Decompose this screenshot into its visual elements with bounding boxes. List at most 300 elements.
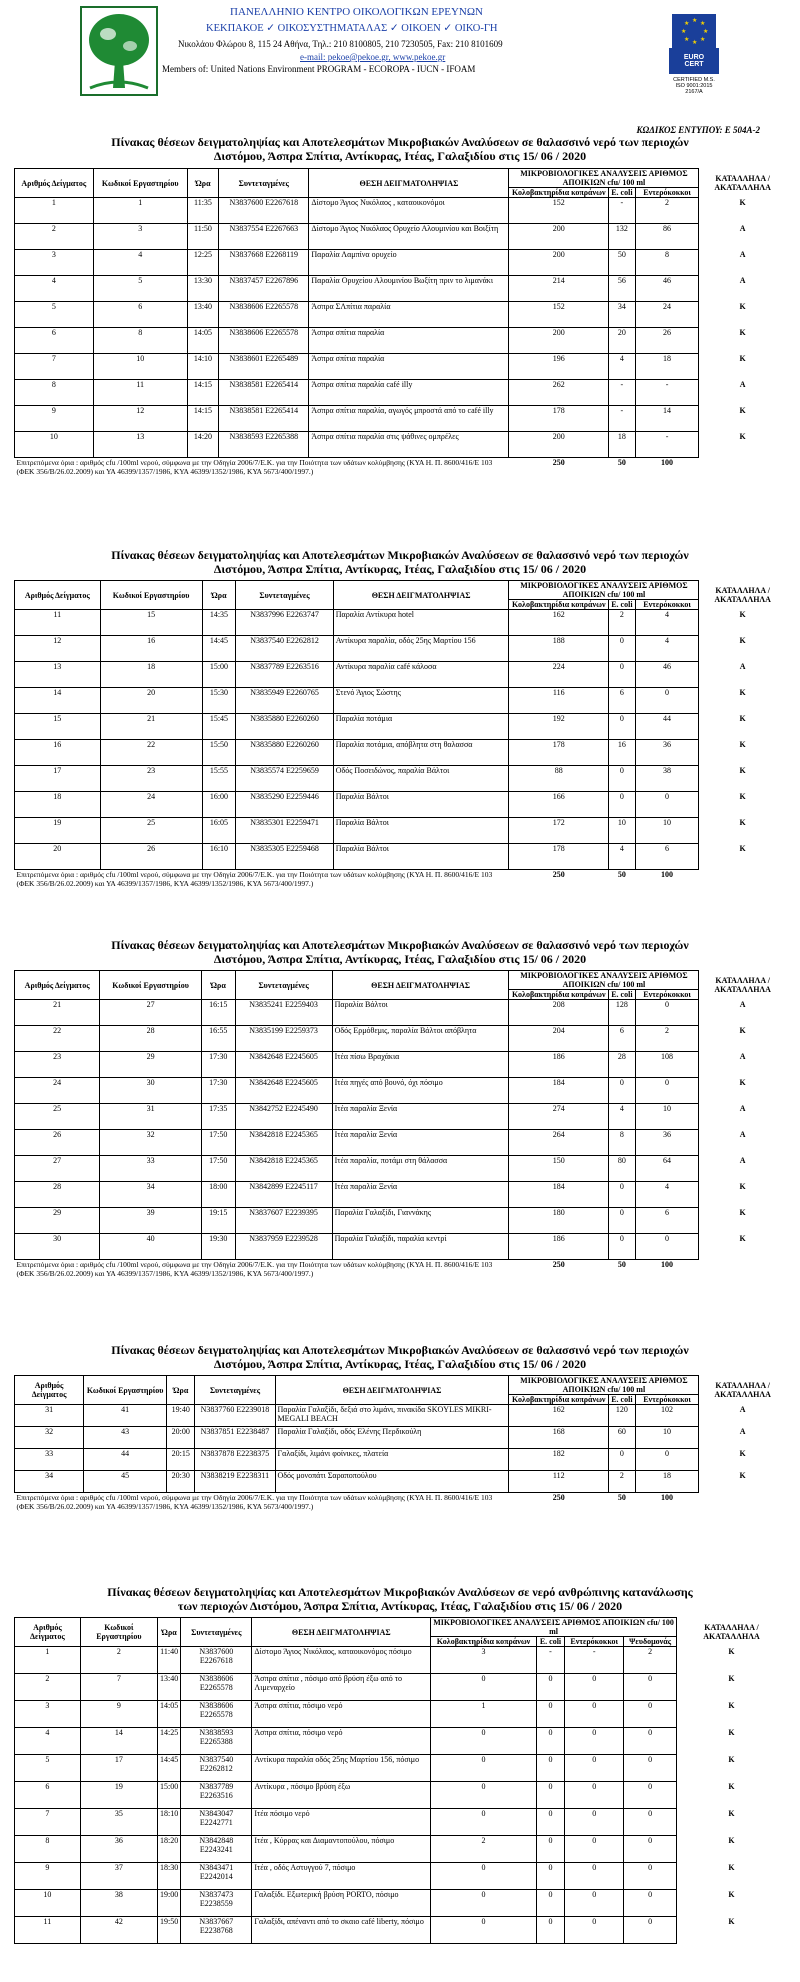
table-row xyxy=(15,354,787,380)
enterococci-value: - xyxy=(565,1647,624,1674)
limits-footnote: Επιτρεπόμενα όρια : αριθμός cfu /100ml νερού, σύμφωνα με την Οδηγία 2006/7/Ε.Κ. για την Ποιότητα των υδάτων κολύμβησης (ΚΥΑ Η. Π. 8600/416/Ε 103 (ΦΕΚ 356/Β/26.02.2009) και ΥΑ 46399/1357/1986, ΚΥΑ 46399/1352/1986, ΚΥΑ 5673/400/1997.) xyxy=(16,870,493,888)
col-header-time: Ώρα xyxy=(187,169,219,198)
enterococci-value: 102 xyxy=(635,1405,699,1427)
section-title xyxy=(0,1585,800,1613)
coordinates: N3837607 E2239395 xyxy=(235,1208,332,1234)
ecoli-value: 28 xyxy=(609,1052,636,1078)
ecoli-value: 2 xyxy=(609,610,636,636)
coliforms-value: 196 xyxy=(509,354,609,380)
suitability: Κ xyxy=(739,713,746,723)
ecoli-value: 0 xyxy=(609,636,636,662)
coliforms-value: 186 xyxy=(509,1234,609,1260)
title-line: Πίνακας θέσεων δειγματοληψίας και Αποτελεσμάτων Μικροβιακών Αναλύσεων σε νερό ανθρώπινης κατανάλωσης xyxy=(107,1585,693,1599)
title-line: Πίνακας θέσεων δειγματοληψίας και Αποτελεσμάτων Μικροβιακών Αναλύσεων σε θαλασσινό νερό των περιοχών xyxy=(111,938,689,952)
drinking-water-table xyxy=(14,1617,786,1944)
time: 19:50 xyxy=(158,1917,181,1944)
coordinates: N3835949 E2260765 xyxy=(236,688,333,714)
suitability: Κ xyxy=(739,1207,746,1217)
ecoli-value: - xyxy=(536,1647,564,1674)
limit-value: 250 xyxy=(552,458,565,467)
enterococci-value: 0 xyxy=(635,1000,699,1026)
enterococci-value: 108 xyxy=(635,1052,699,1078)
col-header-place: ΘΕΣΗ ΔΕΙΓΜΑΤΟΛΗΨΙΑΣ xyxy=(309,169,509,198)
coordinates: N3842818 E2245365 xyxy=(235,1130,332,1156)
lab-code: 4 xyxy=(93,250,187,276)
table-row xyxy=(15,1182,787,1208)
suitability: Κ xyxy=(739,739,746,749)
col-header-suitability: ΚΑΤΑΛΛΗΛΑ / ΑΚΑΤΑΛΛΗΛΑ xyxy=(714,174,771,192)
table-row xyxy=(15,1405,787,1427)
eu-flag-icon: ★ ★ ★ ★ ★ ★ ★ ★ xyxy=(672,14,716,48)
table-row xyxy=(15,1782,787,1809)
suitability: Κ xyxy=(728,1646,735,1656)
ecoli-value: 0 xyxy=(609,1078,636,1104)
org-contact[interactable]: e-mail: pekoe@pekoe.gr, www.pekoe.gr xyxy=(300,52,446,62)
cert-line: 2167/A xyxy=(685,89,703,95)
coliforms-value: 162 xyxy=(509,1405,609,1427)
suitability: Α xyxy=(739,999,746,1009)
enterococci-value: 46 xyxy=(635,662,699,688)
suitability: Κ xyxy=(739,765,746,775)
enterococci-value: 8 xyxy=(635,250,699,276)
lab-code: 43 xyxy=(84,1427,167,1449)
coordinates: N3838581 E2265414 xyxy=(219,406,309,432)
col-header-place: ΘΕΣΗ ΔΕΙΓΜΑΤΟΛΗΨΙΑΣ xyxy=(333,581,509,610)
coliforms-value: 200 xyxy=(509,224,609,250)
table-row xyxy=(15,844,787,870)
col-header-ecoli: E. coli xyxy=(609,990,636,1000)
col-header-coliforms: Κολοβακτηρίδια κοπράνων xyxy=(431,1637,537,1647)
suitability: Κ xyxy=(739,327,746,337)
col-header-suitability: ΚΑΤΑΛΛΗΛΑ / ΑΚΑΤΑΛΛΗΛΑ xyxy=(714,1381,771,1399)
time: 20:00 xyxy=(167,1427,195,1449)
coliforms-value: 0 xyxy=(431,1728,537,1755)
table-row xyxy=(15,1449,787,1471)
location: Αντίκυρα παραλία, οδός 25ης Μαρτίου 156 xyxy=(333,636,509,662)
coordinates: N3835574 E2259659 xyxy=(236,766,333,792)
suitability: Α xyxy=(739,1426,746,1436)
time: 14:45 xyxy=(158,1755,181,1782)
location: Παραλία ποτάμια xyxy=(333,714,509,740)
suitability: Κ xyxy=(728,1889,735,1899)
ecoli-value: 60 xyxy=(608,1427,635,1449)
suitability: Κ xyxy=(728,1673,735,1683)
time: 12:25 xyxy=(187,250,219,276)
pseudomonas-value: 0 xyxy=(624,1890,677,1917)
coordinates: N3838606 E2265578 xyxy=(181,1674,252,1701)
col-header-time: Ώρα xyxy=(167,1376,195,1405)
col-header-micro: ΜΙΚΡΟΒΙΟΛΟΓΙΚΕΣ ΑΝΑΛΥΣΕΙΣ ΑΡΙΘΜΟΣ ΑΠΟΙΚΙΩΝ cfu/ 100 ml xyxy=(509,1376,699,1395)
coliforms-value: 162 xyxy=(509,610,609,636)
location: Ιτέα πίσω Βραχάκια xyxy=(332,1052,509,1078)
enterococci-value: 14 xyxy=(635,406,699,432)
location: Άσπρα σπίτια , πόσιμο από βρύση έξω από το Λιμεναρχείο xyxy=(252,1674,431,1701)
sample-number: 32 xyxy=(15,1427,84,1449)
suitability: Κ xyxy=(739,1233,746,1243)
col-header-lab: Κωδικοί Εργαστηρίου xyxy=(100,581,202,610)
suitability: Κ xyxy=(739,843,746,853)
enterococci-value: 6 xyxy=(635,1208,699,1234)
suitability: Κ xyxy=(739,1025,746,1035)
sample-number: 6 xyxy=(15,328,94,354)
limits-footnote: Επιτρεπόμενα όρια : αριθμός cfu /100ml νερού, σύμφωνα με την Οδηγία 2006/7/Ε.Κ. για την Ποιότητα των υδάτων κολύμβησης (ΚΥΑ Η. Π. 8600/416/Ε 103 (ΦΕΚ 356/Β/26.02.2009) και ΥΑ 46399/1357/1986, ΚΥΑ 46399/1352/1986, ΚΥΑ 5673/400/1997.) xyxy=(16,1493,493,1511)
suitability: Α xyxy=(739,249,746,259)
ecoli-value: 128 xyxy=(609,1000,636,1026)
ecoli-value: 132 xyxy=(609,224,636,250)
sample-number: 5 xyxy=(15,302,94,328)
sample-number: 9 xyxy=(15,1863,81,1890)
title-line: Διστόμου, Άσπρα Σπίτια, Αντίκυρας, Ιτέας, Γαλαξιδίου στις 15/ 06 / 2020 xyxy=(213,952,587,966)
lab-code: 29 xyxy=(100,1052,202,1078)
location: Δίστομο Άγιος Νικόλαος Ορυχείο Αλουμινίου και Βοιξίτη xyxy=(309,224,509,250)
suitability: Α xyxy=(739,1129,746,1139)
title-line: των περιοχών Διστόμου, Άσπρα Σπίτια, Αντίκυρας, Ιτέας, Γαλαξιδίου στις 15/ 06 / 2020 xyxy=(177,1599,623,1613)
results-table xyxy=(14,168,786,476)
sample-number: 22 xyxy=(15,1026,100,1052)
coliforms-value: 214 xyxy=(509,276,609,302)
limit-value: 100 xyxy=(661,1260,674,1269)
ecoli-value: 8 xyxy=(609,1130,636,1156)
coliforms-value: 274 xyxy=(509,1104,609,1130)
enterococci-value: 44 xyxy=(635,714,699,740)
location: Οδός μονοπάτι Σαραποπούλου xyxy=(275,1471,509,1493)
limit-value: 50 xyxy=(617,458,626,467)
lab-code: 35 xyxy=(80,1809,157,1836)
time: 14:25 xyxy=(158,1728,181,1755)
enterococci-value: 2 xyxy=(635,1026,699,1052)
coordinates: N3837996 E2263747 xyxy=(236,610,333,636)
coliforms-value: 0 xyxy=(431,1809,537,1836)
lab-code: 24 xyxy=(100,792,202,818)
col-header-micro: ΜΙΚΡΟΒΙΟΛΟΓΙΚΕΣ ΑΝΑΛΥΣΕΙΣ ΑΡΙΘΜΟΣ ΑΠΟΙΚΙΩΝ cfu/ 100 ml xyxy=(509,581,699,600)
col-header-place: ΘΕΣΗ ΔΕΙΓΜΑΤΟΛΗΨΙΑΣ xyxy=(252,1618,431,1647)
suitability: Α xyxy=(739,379,746,389)
suitability: Κ xyxy=(739,353,746,363)
time: 17:50 xyxy=(201,1156,235,1182)
time: 11:40 xyxy=(158,1647,181,1674)
location: Άσπρα σπίτια παραλία xyxy=(309,328,509,354)
col-header-time: Ώρα xyxy=(202,581,236,610)
table-row xyxy=(15,1728,787,1755)
coliforms-value: 178 xyxy=(509,844,609,870)
suitability: Κ xyxy=(739,197,746,207)
lab-code: 45 xyxy=(84,1471,167,1493)
ecoli-value: 0 xyxy=(609,662,636,688)
coordinates: N3842818 E2245365 xyxy=(235,1156,332,1182)
enterococci-value: 10 xyxy=(635,1427,699,1449)
table-row xyxy=(15,1427,787,1449)
sample-number: 31 xyxy=(15,1405,84,1427)
sample-number: 24 xyxy=(15,1078,100,1104)
lab-code: 41 xyxy=(84,1405,167,1427)
table-row xyxy=(15,1809,787,1836)
time: 19:00 xyxy=(158,1890,181,1917)
time: 15:00 xyxy=(158,1782,181,1809)
ecoli-value: 10 xyxy=(609,818,636,844)
lab-code: 7 xyxy=(80,1674,157,1701)
lab-code: 17 xyxy=(80,1755,157,1782)
coliforms-value: 0 xyxy=(431,1917,537,1944)
sample-number: 16 xyxy=(15,740,101,766)
ecoli-value: 2 xyxy=(608,1471,635,1493)
time: 19:40 xyxy=(167,1405,195,1427)
col-header-lab: Κωδικοί Εργαστηρίου xyxy=(93,169,187,198)
pseudomonas-value: 0 xyxy=(624,1782,677,1809)
suitability: Κ xyxy=(739,431,746,441)
limit-value: 250 xyxy=(552,1260,565,1269)
sample-number: 3 xyxy=(15,1701,81,1728)
sample-number: 28 xyxy=(15,1182,100,1208)
sample-number: 1 xyxy=(15,1647,81,1674)
title-line: Διστόμου, Άσπρα Σπίτια, Αντίκυρας, Ιτέας, Γαλαξιδίου στις 15/ 06 / 2020 xyxy=(213,1357,587,1371)
coordinates: N3838593 E2265388 xyxy=(181,1728,252,1755)
coliforms-value: 116 xyxy=(509,688,609,714)
lab-code: 34 xyxy=(100,1182,202,1208)
col-header-ecoli: E. coli xyxy=(536,1637,564,1647)
lab-code: 16 xyxy=(100,636,202,662)
coliforms-value: 150 xyxy=(509,1156,609,1182)
location: Ιτέα παραλία, ποτάμι στη θάλασσα xyxy=(332,1156,509,1182)
ecoli-value: 20 xyxy=(609,328,636,354)
enterococci-value: 0 xyxy=(565,1809,624,1836)
ecoli-value: 0 xyxy=(536,1836,564,1863)
results-table xyxy=(14,1375,786,1511)
title-line: Πίνακας θέσεων δειγματοληψίας και Αποτελεσμάτων Μικροβιακών Αναλύσεων σε θαλασσινό νερό των περιοχών xyxy=(111,1343,689,1357)
lab-code: 3 xyxy=(93,224,187,250)
location: Παραλία Γαλαξίδι, Γιαννάκης xyxy=(332,1208,509,1234)
limits-footnote: Επιτρεπόμενα όρια : αριθμός cfu /100ml νερού, σύμφωνα με την Οδηγία 2006/7/Ε.Κ. για την Ποιότητα των υδάτων κολύμβησης (ΚΥΑ Η. Π. 8600/416/Ε 103 (ΦΕΚ 356/Β/26.02.2009) και ΥΑ 46399/1357/1986, ΚΥΑ 46399/1352/1986, ΚΥΑ 5673/400/1997.) xyxy=(16,1260,493,1278)
sample-number: 25 xyxy=(15,1104,100,1130)
title-line: Διστόμου, Άσπρα Σπίτια, Αντίκυρας, Ιτέας, Γαλαξιδίου στις 15/ 06 / 2020 xyxy=(213,562,587,576)
ecoli-value: 16 xyxy=(609,740,636,766)
sample-number: 7 xyxy=(15,354,94,380)
location: Άσπρα σπίτια παραλία café illy xyxy=(309,380,509,406)
location: Ιτέα παραλία Ξενία xyxy=(332,1130,509,1156)
sample-number: 23 xyxy=(15,1052,100,1078)
enterococci-value: 0 xyxy=(565,1674,624,1701)
time: 11:50 xyxy=(187,224,219,250)
col-header-ecoli: E. coli xyxy=(609,188,636,198)
org-address: Νικολάου Φλώρου 8, 115 24 Αθήνα, Τηλ.: 210 8100805, 210 7230505, Fax: 210 8101609 xyxy=(178,39,503,49)
table-row xyxy=(15,1701,787,1728)
coordinates: N3837554 E2267663 xyxy=(219,224,309,250)
coliforms-value: 0 xyxy=(431,1782,537,1809)
time: 14:35 xyxy=(202,610,236,636)
location: Ιτέα , Κύρρας και Διαμαντοπούλου, πόσιμο xyxy=(252,1836,431,1863)
time: 13:40 xyxy=(158,1674,181,1701)
location: Άσπρα σπίτια, πόσιμο νερό xyxy=(252,1701,431,1728)
location: Παραλία Βάλτοι xyxy=(333,818,509,844)
col-header-sample: Αριθμός Δείγματος xyxy=(15,169,94,198)
time: 16:10 xyxy=(202,844,236,870)
lab-code: 36 xyxy=(80,1836,157,1863)
lab-code: 18 xyxy=(100,662,202,688)
location: Γαλαξίδι, λιμάνι φοίνικες, πλατεία xyxy=(275,1449,509,1471)
coordinates: N3837540 E2262812 xyxy=(181,1755,252,1782)
enterococci-value: 4 xyxy=(635,610,699,636)
sample-number: 7 xyxy=(15,1809,81,1836)
table-row xyxy=(15,302,787,328)
location: Ιτέα πόσιμο νερό xyxy=(252,1809,431,1836)
lab-code: 42 xyxy=(80,1917,157,1944)
cert-label-mid: CERT xyxy=(684,61,704,68)
lab-code: 39 xyxy=(100,1208,202,1234)
sample-number: 12 xyxy=(15,636,101,662)
col-header-time: Ώρα xyxy=(158,1618,181,1647)
coordinates: N3843047 E2242771 xyxy=(181,1809,252,1836)
coordinates: N3835301 E2259471 xyxy=(236,818,333,844)
time: 19:30 xyxy=(201,1234,235,1260)
location: Άσπρα σπίτια, πόσιμο νερό xyxy=(252,1728,431,1755)
location: Παραλία Βάλτοι xyxy=(333,792,509,818)
ecoli-value: 0 xyxy=(536,1890,564,1917)
lab-code: 30 xyxy=(100,1078,202,1104)
suitability: Κ xyxy=(739,1181,746,1191)
coordinates: N3838606 E2265578 xyxy=(181,1701,252,1728)
location: Παραλία Αντίκυρα hotel xyxy=(333,610,509,636)
time: 17:35 xyxy=(201,1104,235,1130)
ecoli-value: - xyxy=(609,406,636,432)
pseudomonas-value: 0 xyxy=(624,1701,677,1728)
location: Δίστομο Άγιος Νικόλαος , καταοικονόμοι xyxy=(309,198,509,224)
suitability: Κ xyxy=(739,1470,746,1480)
time: 17:30 xyxy=(201,1078,235,1104)
table-row xyxy=(15,1000,787,1026)
limit-value: 100 xyxy=(661,458,674,467)
coordinates: N3835290 E2259446 xyxy=(236,792,333,818)
col-header-enterococci: Εντερόκοκκοι xyxy=(565,1637,624,1647)
time: 14:15 xyxy=(187,406,219,432)
sample-number: 10 xyxy=(15,432,94,458)
col-header-coliforms: Κολοβακτηρίδια κοπράνων xyxy=(509,188,609,198)
suitability: Α xyxy=(739,1103,746,1113)
col-header-place: ΘΕΣΗ ΔΕΙΓΜΑΤΟΛΗΨΙΑΣ xyxy=(332,971,509,1000)
coordinates: N3838219 E2238311 xyxy=(195,1471,275,1493)
location: Αντίκυρα παραλία οδός 25ης Μαρτίου 156, πόσιμο xyxy=(252,1755,431,1782)
lab-code: 8 xyxy=(93,328,187,354)
time: 18:10 xyxy=(158,1809,181,1836)
coliforms-value: 184 xyxy=(509,1182,609,1208)
table-row xyxy=(15,1836,787,1863)
col-header-pseudomonas: Ψευδομονάς xyxy=(624,1637,677,1647)
time: 14:20 xyxy=(187,432,219,458)
sample-number: 8 xyxy=(15,1836,81,1863)
ecoli-value: 0 xyxy=(536,1809,564,1836)
pseudomonas-value: 0 xyxy=(624,1917,677,1944)
section-title xyxy=(0,1343,800,1371)
coordinates: N3837600 E2267618 xyxy=(181,1647,252,1674)
lab-code: 11 xyxy=(93,380,187,406)
table-row xyxy=(15,818,787,844)
col-header-enterococci: Εντερόκοκκοι xyxy=(635,1395,699,1405)
title-line: Διστόμου, Άσπρα Σπίτια, Αντίκυρας, Ιτέας, Γαλαξιδίου στις 15/ 06 / 2020 xyxy=(213,149,587,163)
location: Γαλαξίδι, απέναντι από το σκαιο café liberty, πόσιμο xyxy=(252,1917,431,1944)
ecoli-value: 0 xyxy=(536,1917,564,1944)
location: Άσπρα ΣΛπίτια παραλία xyxy=(309,302,509,328)
coordinates: N3837959 E2239528 xyxy=(235,1234,332,1260)
table-row xyxy=(15,1674,787,1701)
time: 14:15 xyxy=(187,380,219,406)
ecoli-value: 0 xyxy=(609,1234,636,1260)
time: 19:15 xyxy=(201,1208,235,1234)
table-row xyxy=(15,1208,787,1234)
time: 15:45 xyxy=(202,714,236,740)
coordinates: N3843471 E2242014 xyxy=(181,1863,252,1890)
suitability: Κ xyxy=(728,1754,735,1764)
coliforms-value: 3 xyxy=(431,1647,537,1674)
coliforms-value: 208 xyxy=(509,1000,609,1026)
coordinates: N3835880 E2260260 xyxy=(236,740,333,766)
col-header-sample: Αριθμός Δείγματος xyxy=(15,1618,81,1647)
time: 20:15 xyxy=(167,1449,195,1471)
enterococci-value: 38 xyxy=(635,766,699,792)
table-row xyxy=(15,1917,787,1944)
table-row xyxy=(15,328,787,354)
time: 14:05 xyxy=(158,1701,181,1728)
ecoli-value: 120 xyxy=(608,1405,635,1427)
coliforms-value: 200 xyxy=(509,250,609,276)
coordinates: N3842899 E2245117 xyxy=(235,1182,332,1208)
coliforms-value: 182 xyxy=(509,1449,609,1471)
enterococci-value: 6 xyxy=(635,844,699,870)
coordinates: N3838606 E2265578 xyxy=(219,328,309,354)
col-header-sample: Αριθμός Δείγματος xyxy=(15,1376,84,1405)
time: 15:50 xyxy=(202,740,236,766)
enterococci-value: 18 xyxy=(635,354,699,380)
lab-code: 26 xyxy=(100,844,202,870)
table-row xyxy=(15,1755,787,1782)
location: Παραλία Ορυχείου Αλουμινίου Βωξίτη πριν το λιμανάκι xyxy=(309,276,509,302)
ecoli-value: 0 xyxy=(609,766,636,792)
suitability: Α xyxy=(739,1404,746,1414)
coordinates: N3837789 E2263516 xyxy=(181,1782,252,1809)
coliforms-value: 204 xyxy=(509,1026,609,1052)
coordinates: N3837851 E2238487 xyxy=(195,1427,275,1449)
coordinates: N3837760 E2239018 xyxy=(195,1405,275,1427)
col-header-suitability: ΚΑΤΑΛΛΗΛΑ / ΑΚΑΤΑΛΛΗΛΑ xyxy=(714,976,771,994)
ecoli-value: 4 xyxy=(609,844,636,870)
ecoli-value: 80 xyxy=(609,1156,636,1182)
coordinates: N3838581 E2265414 xyxy=(219,380,309,406)
sample-number: 21 xyxy=(15,1000,100,1026)
lab-code: 13 xyxy=(93,432,187,458)
location: Παραλία Γαλαξίδι, παραλία κεντρί xyxy=(332,1234,509,1260)
table-row xyxy=(15,688,787,714)
lab-code: 22 xyxy=(100,740,202,766)
table-row xyxy=(15,276,787,302)
enterococci-value: 2 xyxy=(635,198,699,224)
table-row xyxy=(15,740,787,766)
enterococci-value: 0 xyxy=(565,1701,624,1728)
ecoli-value: 0 xyxy=(536,1728,564,1755)
table-row xyxy=(15,1130,787,1156)
time: 15:00 xyxy=(202,662,236,688)
table-row xyxy=(15,610,787,636)
suitability: Κ xyxy=(739,609,746,619)
enterococci-value: 26 xyxy=(635,328,699,354)
col-header-sample: Αριθμός Δείγματος xyxy=(15,971,100,1000)
enterococci-value: 10 xyxy=(635,818,699,844)
coordinates: N3842848 E2243241 xyxy=(181,1836,252,1863)
sample-number: 5 xyxy=(15,1755,81,1782)
coordinates: N3837789 E2263516 xyxy=(236,662,333,688)
enterococci-value: 36 xyxy=(635,740,699,766)
coliforms-value: 168 xyxy=(509,1427,609,1449)
table-row xyxy=(15,1156,787,1182)
lab-code: 20 xyxy=(100,688,202,714)
time: 17:50 xyxy=(201,1130,235,1156)
suitability: Α xyxy=(739,661,746,671)
